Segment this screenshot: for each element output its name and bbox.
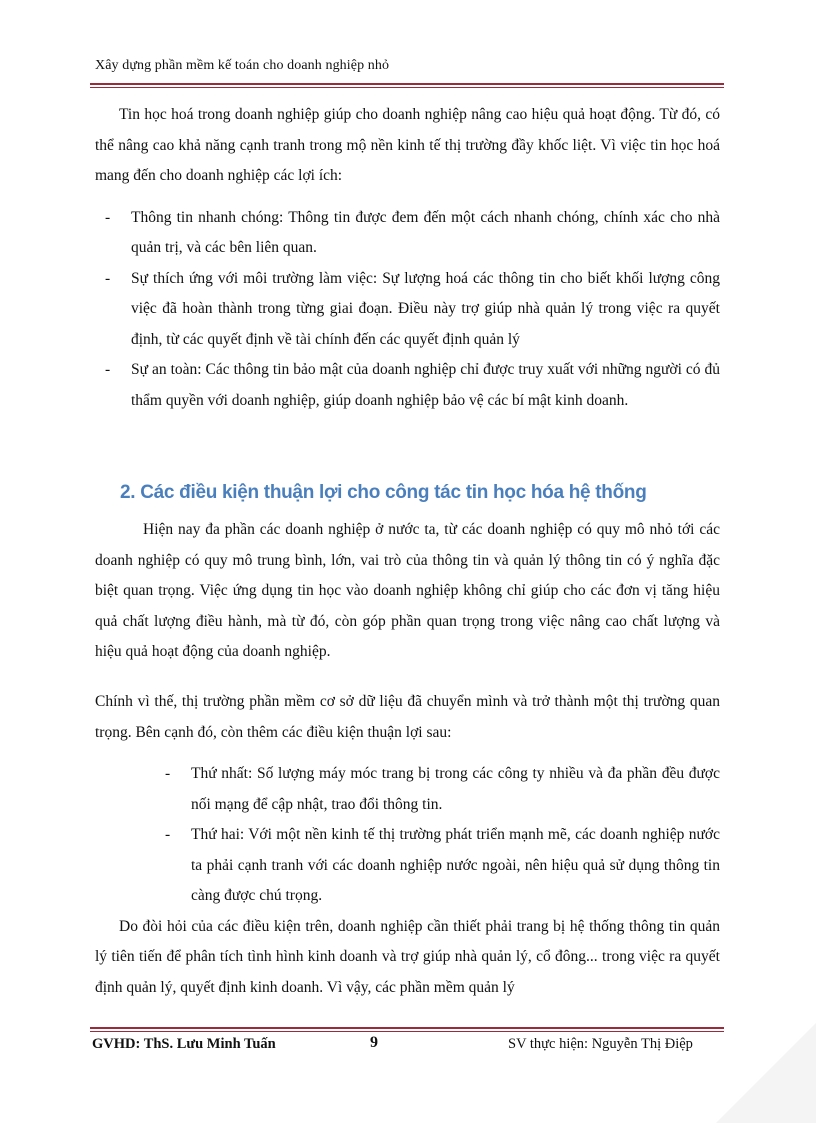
footer-rule-thin [90, 1031, 724, 1032]
header-rule [90, 83, 724, 85]
section2-paragraph-2: Chính vì thế, thị trường phần mềm cơ sở dữ liệu đã chuyển mình và trở thành một thị trường quan trọng. Bên cạnh đó, còn thêm các điều kiện thuận lợi sau: [95, 693, 720, 741]
footer-rule [90, 1027, 724, 1029]
section2-bullet-1: - Thứ nhất: Số lượng máy móc trang bị trong các công ty nhiều và đa phần đều được nối mạng để cập nhật, trao đổi thông tin. [95, 759, 720, 820]
footer-advisor: GVHD: ThS. Lưu Minh Tuấn [92, 1036, 276, 1052]
running-header-title: Xây dựng phần mềm kế toán cho doanh nghiệp nhỏ [95, 58, 390, 73]
intro-bullet-3: - Sự an toàn: Các thông tin bảo mật của doanh nghiệp chỉ được truy xuất với những người có đủ thẩm quyền với doanh nghiệp, giúp doanh nghiệp bảo vệ các bí mật kinh doanh. [95, 355, 720, 416]
intro-paragraph: Tin học hoá trong doanh nghiệp giúp cho doanh nghiệp nâng cao hiệu quả hoạt động. Từ đó, có thể nâng cao khả năng cạnh tranh trong mộ nền kinh tế thị trường đầy khốc liệt. Vì việc tin học hoá mang đến cho doanh nghiệp các lợi ích: [95, 106, 720, 184]
page-curl-shadow [716, 1023, 816, 1123]
section2-block-b [95, 687, 720, 1003]
intro-bullet-2: - Sự thích ứng với môi trường làm việc: Sự lượng hoá các thông tin cho biết khối lượng công việc đã hoàn thành trong từng giai đoạn. Điều này trợ giúp nhà quản lý trong việc ra quyết định, từ các quyết định về tài chính đến các quyết định quản lý [95, 264, 720, 356]
footer-student: SV thực hiện: Nguyễn Thị Điệp [508, 1036, 693, 1052]
section2-bullet-2: - Thứ hai: Với một nền kinh tế thị trường phát triển mạnh mẽ, các doanh nghiệp nước ta phải cạnh tranh với các doanh nghiệp nước ngoài, nên hiệu quả sử dụng thông tin càng được chú trọng. [95, 820, 720, 912]
section2-paragraph-3: Do đòi hỏi của các điều kiện trên, doanh nghiệp cần thiết phải trang bị hệ thống thông tin quản lý tiên tiến để phân tích tình hình kinh doanh và trợ giúp nhà quản lý, cổ đông... trong việc ra quyết định quản lý, quyết định kinh doanh. Vì vậy, các phần mềm quản lý [95, 917, 720, 996]
section-heading: 2. Các điều kiện thuận lợi cho công tác tin học hóa hệ thống [120, 482, 647, 503]
header-rule-thin [90, 87, 724, 88]
page-number: 9 [370, 1034, 378, 1051]
intro-bullet-1: - Thông tin nhanh chóng: Thông tin được đem đến một cách nhanh chóng, chính xác cho nhà quản trị, và các bên liên quan. [95, 203, 720, 264]
intro-block [95, 100, 720, 416]
section2-paragraph-1: Hiện nay đa phần các doanh nghiệp ở nước ta, từ các doanh nghiệp có quy mô nhỏ tới các doanh nghiệp có quy mô trung bình, lớn, vai trò của thông tin và quản lý thông tin có ý nghĩa đặc biệt quan trọng. Việc ứng dụng tin học vào doanh nghiệp không chỉ giúp cho các đơn vị tăng hiệu quả chất lượng điều hành, mà từ đó, còn góp phần quan trọng trong việc nâng cao chất lượng và hiệu quả hoạt động của doanh nghiệp. [95, 521, 720, 660]
section2-block-a [95, 515, 720, 668]
